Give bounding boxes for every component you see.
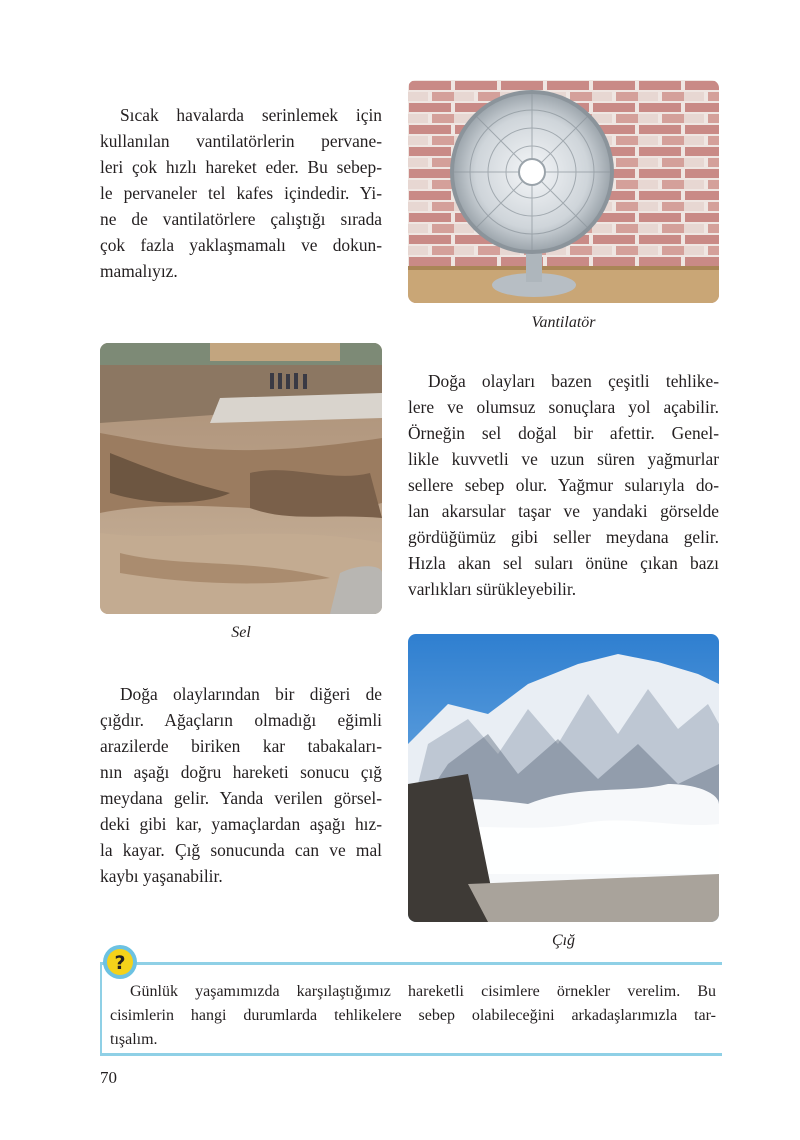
flood-photo — [100, 343, 382, 614]
paragraph-line: arazilerde biriken kar tabakaları- — [100, 736, 382, 756]
svg-text:?: ? — [114, 952, 126, 974]
paragraph-line: nın aşağı doğru hareketi sonucu çığ — [100, 762, 382, 782]
paragraph-line: la kayar. Çığ sonucunda can ve mal — [100, 840, 382, 860]
paragraph-line: çığdır. Ağaçların olmadığı eğimli — [100, 710, 382, 730]
fan-paragraph — [100, 102, 382, 284]
paragraph-line: le pervaneler tel kafes içindedir. Yi- — [100, 183, 382, 203]
fan-photo — [408, 80, 719, 303]
discussion-line: tışalım. — [110, 1031, 158, 1048]
fan-caption: Vantilatör — [531, 314, 596, 331]
discussion-text — [110, 980, 716, 1052]
paragraph-line: kullanılan vantilatörlerin pervane- — [100, 131, 382, 151]
paragraph-line: deki gibi kar, yamaçlardan aşağı hız- — [100, 814, 382, 834]
paragraph-line: gördüğümüz gibi seller meydana gelir. — [408, 527, 719, 547]
paragraph-line: sellere sebep olur. Yağmur sularıyla do- — [408, 475, 719, 495]
discussion-line: Günlük yaşamımızda karşılaştığımız hareketli cisimlere örnekler verelim. Bu — [130, 983, 716, 1000]
paragraph-line: likle kuvvetli ve uzun süren yağmurlar — [408, 449, 719, 469]
paragraph-line: çok fazla yaklaşmamalı ve dokun- — [100, 235, 382, 255]
paragraph-line: Hızla akan sel suları önüne çıkan bazı — [408, 553, 719, 573]
box-top-border — [102, 962, 722, 965]
paragraph-line: kaybı yaşanabilir. — [100, 866, 223, 886]
paragraph-line: lere ve olumsuz sonuçlara yol açabilir. — [408, 397, 719, 417]
page-number: 70 — [100, 1068, 117, 1087]
question-icon — [102, 944, 138, 980]
paragraph-line: meydana gelir. Yanda verilen görsel- — [100, 788, 382, 808]
box-bottom-border — [102, 1053, 722, 1056]
discussion-line: cisimlerin hangi durumlarda tehlikelere sebep olabileceğini arkadaşlarımızla tar- — [110, 1007, 716, 1024]
paragraph-line: ne de vantilatörlere çalıştığı sırada — [100, 209, 382, 229]
avalanche-caption: Çığ — [551, 932, 576, 949]
paragraph-line: Doğa olayları bazen çeşitli tehlike- — [428, 371, 719, 391]
paragraph-line: leri çok hızlı hareket eder. Bu sebep- — [100, 157, 382, 177]
paragraph-line: lan akarsular taşar ve yandaki görselde — [408, 501, 719, 521]
flood-caption: Sel — [231, 624, 251, 641]
avalanche-photo — [408, 634, 719, 922]
paragraph-line: Örneğin sel doğal bir afettir. Genel- — [408, 423, 719, 443]
paragraph-line: varlıkları sürükleyebilir. — [408, 579, 577, 599]
avalanche-paragraph — [100, 681, 382, 889]
paragraph-line: Sıcak havalarda serinlemek için — [120, 105, 382, 125]
paragraph-line: Doğa olaylarından bir diğeri de — [120, 684, 382, 704]
paragraph-line: mamalıyız. — [100, 261, 178, 281]
flood-paragraph — [408, 368, 719, 602]
